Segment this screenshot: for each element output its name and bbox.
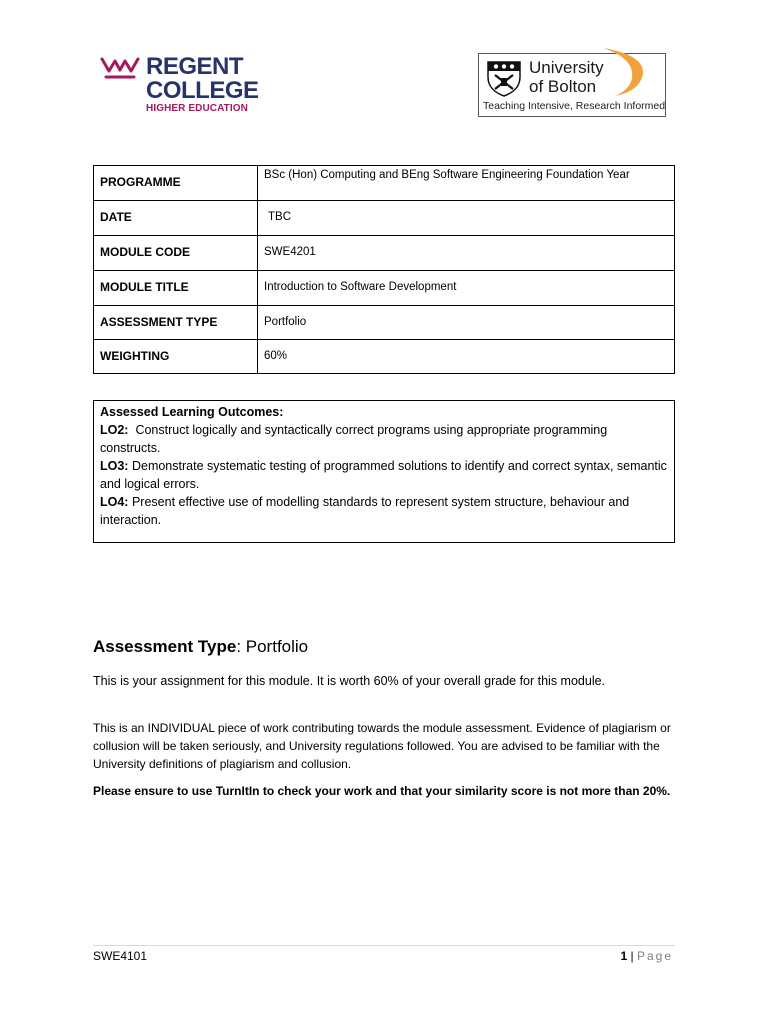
assessment-paragraph-turnitin: Please ensure to use TurnItIn to check your work and that your similarity score is not more than 20%. [93, 784, 671, 798]
outcome-code: LO4: [100, 495, 129, 509]
crown-icon [100, 56, 140, 80]
table-row [94, 306, 675, 340]
row-value-module-title: Introduction to Software Development [258, 271, 675, 306]
page-number: 1 [620, 949, 628, 963]
footer-divider [93, 945, 675, 946]
assessment-heading-value: Portfolio [245, 637, 309, 656]
module-info-table [93, 165, 675, 374]
assessment-paragraph-worth: This is your assignment for this module. It is worth 60% of your overall grade for this module. [93, 674, 606, 688]
regent-logo-line2: COLLEGE [146, 77, 259, 104]
row-label-weighting: WEIGHTING [94, 340, 258, 374]
outcome-code: LO2: [100, 423, 129, 437]
row-label-programme: PROGRAMME [94, 166, 258, 201]
shield-crest-icon [485, 59, 523, 97]
regent-logo-line1: REGENT [146, 53, 244, 80]
outcome-text: Demonstrate systematic testing of programmed solutions to identify and correct syntax, semantic and logical errors. [100, 459, 667, 491]
outcome-text: Present effective use of modelling standards to represent system structure, behaviour and interaction. [100, 495, 630, 527]
outcome-item [100, 457, 668, 493]
table-row [94, 201, 675, 236]
table-row [94, 236, 675, 271]
table-row [94, 166, 675, 201]
outcome-item [100, 421, 668, 457]
row-value-module-code: SWE4201 [258, 236, 675, 271]
outcome-text: Construct logically and syntactically correct programs using appropriate programming constructs. [100, 423, 608, 455]
bolton-logo-name-line1: University [529, 58, 604, 77]
table-row [94, 271, 675, 306]
university-of-bolton-logo [478, 53, 666, 117]
row-value-assessment-type: Portfolio [258, 306, 675, 340]
footer-page-number [620, 948, 673, 964]
learning-outcomes-box [93, 400, 675, 543]
row-value-date: TBC [258, 201, 675, 236]
row-label-module-code: MODULE CODE [94, 236, 258, 271]
row-label-date: DATE [94, 201, 258, 236]
table-row [94, 340, 675, 374]
swoosh-icon [601, 46, 661, 102]
bolton-logo-tagline: Teaching Intensive, Research Informed [483, 100, 666, 112]
page-separator: | [630, 949, 634, 963]
assessment-type-heading: Assessment Type: Portfolio [93, 637, 309, 656]
regent-college-logo [100, 52, 270, 114]
outcomes-heading: Assessed Learning Outcomes: [100, 405, 284, 419]
outcome-item [100, 493, 668, 529]
assessment-paragraph-plagiarism: This is an INDIVIDUAL piece of work contributing towards the module assessment. Evidence of plagiarism or collusion will be taken seriously, and University regulations followed. You are advised to be familiar with the University definitions of plagiarism and collusion. [93, 721, 671, 771]
row-value-programme: BSc (Hon) Computing and BEng Software Engineering Foundation Year [258, 166, 675, 201]
outcome-code: LO3: [100, 459, 129, 473]
row-label-assessment-type: ASSESSMENT TYPE [94, 306, 258, 340]
row-value-weighting: 60% [258, 340, 675, 374]
page-word: Page [636, 949, 673, 963]
regent-logo-subtitle: HIGHER EDUCATION [146, 103, 248, 114]
assessment-heading-label: Assessment Type [93, 637, 237, 656]
bolton-logo-name-line2: of Bolton [529, 77, 597, 96]
row-label-module-title: MODULE TITLE [94, 271, 258, 306]
footer-module-code: SWE4101 [93, 949, 148, 963]
